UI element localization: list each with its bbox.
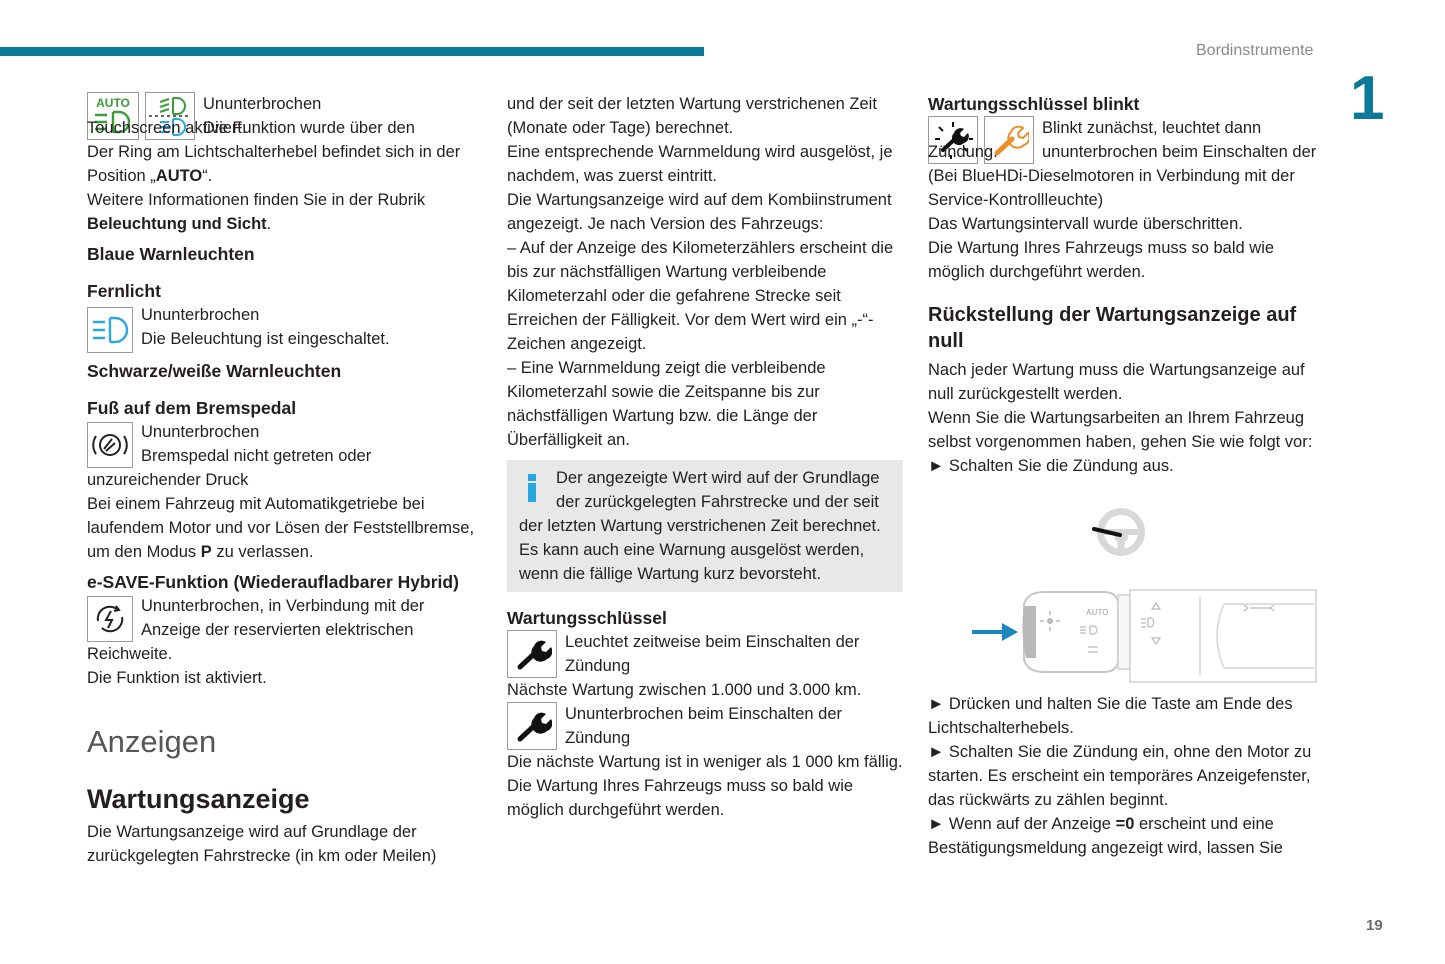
wartung-p1: und der seit der letzten Wartung verstrichenen Zeit (Monate oder Tage) berechnet. xyxy=(507,95,877,137)
reset-step3: ► Schalten Sie die Zündung ein, ohne den Motor zu starten. Es erscheint ein temporäres Anzeigefenster, das rückwärts zu zählen beginnt. xyxy=(928,743,1312,809)
high-beam-line2: Die Beleuchtung ist eingeschaltet. xyxy=(141,330,390,348)
brake-entry xyxy=(87,420,479,468)
reset-p2: Wenn Sie die Wartungsarbeiten an Ihrem Fahrzeug selbst vorgenommen haben, gehen Sie wie folgt vor: xyxy=(928,409,1313,451)
wartungsanzeige-heading: Wartungsanzeige xyxy=(87,784,310,814)
esave-line1: Ununterbrochen, in Verbindung mit der xyxy=(141,597,425,615)
auto-icon-label: AUTO xyxy=(96,96,130,110)
brake-line2: Bremspedal nicht getreten oder xyxy=(141,447,372,465)
wartung-p2: Eine entsprechende Warnmeldung wird ausgelöst, je nachdem, was zuerst eintritt. xyxy=(507,143,893,185)
service-key-heading: Wartungsschlüssel xyxy=(507,608,667,628)
column-right xyxy=(928,92,1322,860)
key1-next-service: Nächste Wartung zwischen 1.000 und 3.000 km. xyxy=(507,681,862,699)
wrench-icon xyxy=(507,702,557,750)
esave-line2: Anzeige der reservierten elektrischen xyxy=(141,621,414,639)
blink-bluehdi: (Bei BlueHDi-Dieselmotoren in Verbindung mit der Service-Kontrollleuchte) xyxy=(928,167,1295,209)
info-line1: Der angezeigte Wert wird auf der Grundlage xyxy=(556,469,880,487)
high-beam-icon xyxy=(87,307,133,353)
bw-warning-heading: Schwarze/weiße Warnleuchten xyxy=(87,361,342,381)
info-rest: der letzten Wartung verstrichenen Zeit berechnet. Es kann auch eine Warnung ausgelöst werden, wenn die fällige Wartung kurz bevorsteht. xyxy=(519,517,881,583)
esave-entry xyxy=(87,594,479,642)
wrench-icon xyxy=(507,630,557,678)
wartung-intro: Die Wartungsanzeige wird auf Grundlage der zurückgelegten Fahrstrecke (in km oder Meilen) xyxy=(87,823,437,865)
auto-more-info: Weitere Informationen finden Sie in der Rubrik Beleuchtung und Sicht. xyxy=(87,191,426,233)
reset-p1: Nach jeder Wartung muss die Wartungsanzeige auf null zurückgestellt werden. xyxy=(928,361,1305,403)
auto-entry-line2: Die Funktion wurde über den xyxy=(203,119,415,137)
service-key-entry1 xyxy=(507,630,903,678)
info-note-box xyxy=(507,460,903,592)
chapter-number: 1 xyxy=(1350,64,1385,133)
stalk-auto-label: AUTO xyxy=(1086,608,1109,617)
info-icon xyxy=(527,474,537,502)
high-beam-line1: Ununterbrochen xyxy=(141,306,260,324)
key1-line1: Leuchtet zeitweise beim Einschalten der xyxy=(565,633,860,651)
key2-asap: Die Wartung Ihres Fahrzeugs muss so bald wie möglich durchgeführt werden. xyxy=(507,777,854,819)
brake-line3: unzureichender Druck xyxy=(87,471,249,489)
page-number: 19 xyxy=(1366,917,1383,934)
reset-step2: ► Drücken und halten Sie die Taste am Ende des Lichtschalterhebels. xyxy=(928,695,1293,737)
blink-line2: ununterbrochen beim Einschalten der xyxy=(1042,143,1317,161)
info-line2: der zurückgelegten Fahrstrecke und der seit xyxy=(556,493,879,511)
auto-entry-line3: Touchscreen aktiviert. xyxy=(87,119,247,137)
blink-line1: Blinkt zunächst, leuchtet dann xyxy=(1042,119,1262,137)
esave-line3: Reichweite. xyxy=(87,645,173,663)
reset-heading: Rückstellung der Wartungsanzeige auf null xyxy=(928,304,1297,352)
key2-line2: Zündung xyxy=(565,729,631,747)
brake-heading: Fuß auf dem Bremspedal xyxy=(87,398,297,418)
key2-next-service: Die nächste Wartung ist in weniger als 1 000 km fällig. xyxy=(507,753,903,771)
steering-wheel-icon xyxy=(1094,508,1145,556)
blink-exceeded: Das Wartungsintervall wurde überschritten. xyxy=(928,215,1243,233)
brake-pedal-icon xyxy=(87,422,133,468)
column-left xyxy=(87,92,479,868)
key1-line2: Zündung xyxy=(565,657,631,675)
service-key-entry2 xyxy=(507,702,903,750)
blinking-key-heading: Wartungsschlüssel blinkt xyxy=(928,94,1140,114)
esave-active: Die Funktion ist aktiviert. xyxy=(87,669,267,687)
key2-line1: Ununterbrochen beim Einschalten der xyxy=(565,705,842,723)
wartung-p5: – Eine Warnmeldung zeigt die verbleibende Kilometerzahl sowie die Zeitspanne bis zur nächstfälligen Wartung bzw. die Länge der Überfälligkeit an. xyxy=(507,359,826,449)
blink-line3: Zündung. xyxy=(928,143,998,161)
esave-heading: e-SAVE-Funktion (Wiederaufladbarer Hybrid) xyxy=(87,572,459,592)
auto-ring-text: Der Ring am Lichtschalterhebel befindet sich in der Position „AUTO“. xyxy=(87,143,461,185)
column-middle xyxy=(507,92,903,822)
header-accent-bar xyxy=(0,47,704,56)
auto-entry-line1: Ununterbrochen xyxy=(203,95,322,113)
arrow-icon xyxy=(972,623,1018,641)
light-stalk-illustration xyxy=(928,492,1322,692)
wartung-p4: – Auf der Anzeige des Kilometerzählers erscheint die bis zur nächstfälligen Wartung verbleibende Kilometerzahl oder die gefahrene Strecke seit Erreichen der Fälligkeit. Vor dem Wert wird ein „-“-Zeichen angezeigt. xyxy=(507,239,894,353)
esave-recharge-icon xyxy=(87,596,133,642)
wartung-p3: Die Wartungsanzeige wird auf dem Kombiinstrument angezeigt. Je nach Version des Fahrzeugs: xyxy=(507,191,892,233)
high-beam-heading: Fernlicht xyxy=(87,281,161,301)
section-heading-anzeigen: Anzeigen xyxy=(87,724,217,759)
brake-line1: Ununterbrochen xyxy=(141,423,260,441)
section-title: Bordinstrumente xyxy=(1196,42,1314,59)
reset-step1: ► Schalten Sie die Zündung aus. xyxy=(928,457,1174,475)
blink-asap: Die Wartung Ihres Fahrzeugs muss so bald wie möglich durchgeführt werden. xyxy=(928,239,1275,281)
blue-warning-heading: Blaue Warnleuchten xyxy=(87,244,255,264)
brake-auto-gearbox: Bei einem Fahrzeug mit Automatikgetriebe bei laufendem Motor und vor Lösen der Feststellbremse, um den Modus P zu verlassen. xyxy=(87,495,475,561)
high-beam-entry xyxy=(87,303,479,353)
reset-step4: ► Wenn auf der Anzeige =0 erscheint und eine Bestätigungsmeldung angezeigt wird, lassen Sie xyxy=(928,815,1283,857)
